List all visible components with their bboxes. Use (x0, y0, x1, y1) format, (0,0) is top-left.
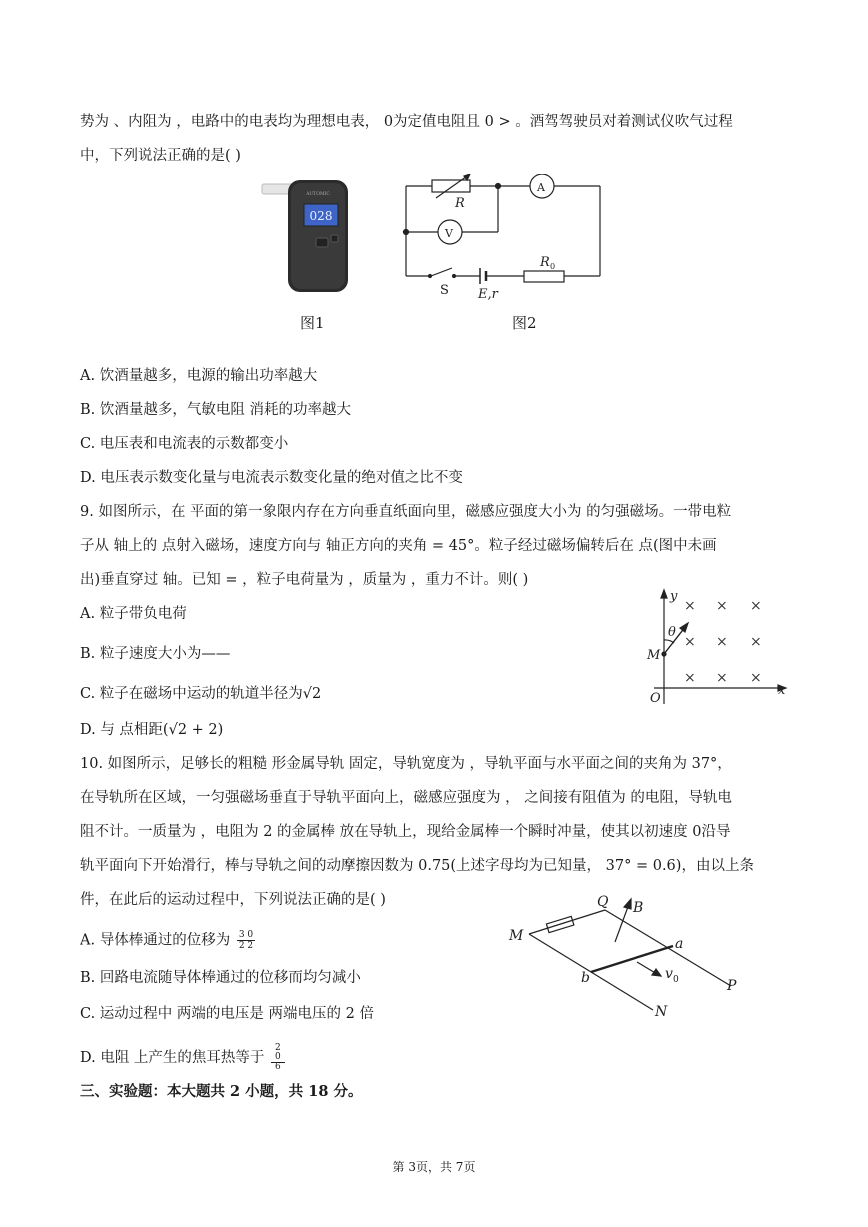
q10-stem-line1: 10. 如图所示，足够长的粗糙 形金属导轨 固定，导轨宽度为 ，导轨平面与水平面之间的夹角为 37°， (80, 756, 732, 772)
q9-option-d: D. 与 点相距(√2 + 2) (80, 722, 224, 738)
q9-stem-line1: 9. 如图所示，在 平面的第一象限内存在方向垂直纸面向里，磁感应强度大小为 的匀强磁场。一带电粒 (80, 504, 732, 520)
variable-resistor-R (432, 180, 470, 192)
q8-option-a: A. 饮酒量越多，电源的输出功率越大 (80, 368, 318, 384)
svg-text:P: P (727, 978, 737, 994)
svg-text:y: y (670, 589, 678, 604)
page-footer: 第 3页，共 7页 (392, 1160, 476, 1174)
svg-text:×: × (750, 670, 762, 686)
svg-text:M: M (647, 648, 661, 663)
svg-text:b: b (581, 970, 590, 986)
svg-text:A: A (537, 181, 545, 194)
section-3-heading: 三、实验题：本大题共 2 小题，共 18 分。 (80, 1083, 363, 1100)
svg-text:×: × (684, 670, 696, 686)
svg-text:a: a (675, 936, 684, 952)
q10-option-b: B. 回路电流随导体棒通过的位移而均匀减小 (80, 970, 361, 986)
circuit-diagram-figure (400, 174, 610, 304)
q8-option-c: C. 电压表和电流表的示数都变小 (80, 436, 289, 452)
metal-bar-ab (591, 946, 673, 972)
q10-stem-line4: 轨平面向下开始滑行，棒与导轨之间的动摩擦因数为 0.75(上述字母均为已知量， 37° = 0.6)，由以上条 (80, 858, 754, 874)
q9-magnetic-field-figure (640, 588, 790, 708)
q9-stem-line2: 子从 轴上的 点射入磁场，速度方向与 轴正方向的夹角 = 45°。粒子经过磁场偏转后在 点(图中未画 (80, 538, 717, 554)
svg-text:0: 0 (673, 975, 679, 985)
q8-stem-line1: 势为 、内阻为 ，电路中的电表均为理想电表， 0为定值电阻且 0 > 。酒驾驾驶员对着测试仪吹气过程 (80, 114, 733, 130)
svg-text:M: M (509, 928, 524, 944)
q10-option-c: C. 运动过程中 两端的电压是 两端电压的 2 倍 (80, 1006, 374, 1022)
svg-text:S: S (440, 283, 449, 298)
q9-option-b: B. 粒子速度大小为—— (80, 646, 231, 662)
svg-text:R: R (455, 196, 465, 211)
svg-text:×: × (750, 634, 762, 650)
svg-text:×: × (684, 634, 696, 650)
device-brand: AUTOMIC (306, 192, 330, 197)
breathalyzer-device-figure (258, 178, 358, 296)
svg-text:O: O (650, 691, 661, 706)
q8-option-b: B. 饮酒量越多，气敏电阻 消耗的功率越大 (80, 402, 351, 418)
q9-option-a: A. 粒子带负电荷 (80, 606, 187, 622)
svg-text:×: × (716, 670, 728, 686)
fixed-resistor-R0 (524, 271, 564, 282)
svg-text:v: v (665, 966, 673, 982)
svg-text:V: V (445, 227, 453, 240)
fig1-caption: 图1 (300, 314, 325, 332)
svg-text:R: R (540, 255, 550, 270)
svg-text:x: x (778, 683, 786, 698)
svg-text:θ: θ (668, 625, 676, 640)
svg-text:E,r: E,r (478, 287, 498, 302)
q10-rail-figure (505, 890, 755, 1020)
q10-option-d: D. 电阻 上产生的焦耳热等于 2 0 6 (80, 1044, 285, 1072)
q8-stem-line2: 中，下列说法正确的是( ) (80, 148, 241, 164)
q9-stem-line3: 出)垂直穿过 轴。已知 = ，粒子电荷量为 ，质量为 ，重力不计。则( ) (80, 572, 529, 588)
svg-text:×: × (684, 598, 696, 614)
svg-text:N: N (655, 1004, 668, 1020)
switch-S (431, 268, 452, 276)
fig2-caption: 图2 (512, 314, 537, 332)
q10-stem-line5: 件，在此后的运动过程中，下列说法正确的是( ) (80, 892, 386, 908)
q10-a-denominator: 2 2 (238, 941, 254, 951)
device-display: 028 (309, 209, 333, 223)
q8-option-d: D. 电压表示数变化量与电流表示数变化量的绝对值之比不变 (80, 470, 463, 486)
svg-text:×: × (716, 598, 728, 614)
q10-option-a: A. 导体棒通过的位移为 $\frac{3 0}{2 2}$ (80, 930, 254, 951)
q10-stem-line3: 阻不计。一质量为 ，电阻为 2 的金属棒 放在导轨上，现给金属棒一个瞬时冲量，使其以初速度 0沿导 (80, 824, 731, 840)
q10-stem-line2: 在导轨所在区域，一匀强磁场垂直于导轨平面向上，磁感应强度为 ， 之间接有阻值为 的电阻，导轨电 (80, 790, 732, 806)
svg-text:Q: Q (597, 894, 609, 910)
q10-a-numerator: 3 0 (238, 930, 254, 940)
svg-text:0: 0 (550, 262, 556, 271)
svg-text:×: × (716, 634, 728, 650)
svg-text:×: × (750, 598, 762, 614)
svg-text:B: B (633, 900, 644, 916)
q9-option-c: C. 粒子在磁场中运动的轨道半径为√2 (80, 686, 322, 702)
